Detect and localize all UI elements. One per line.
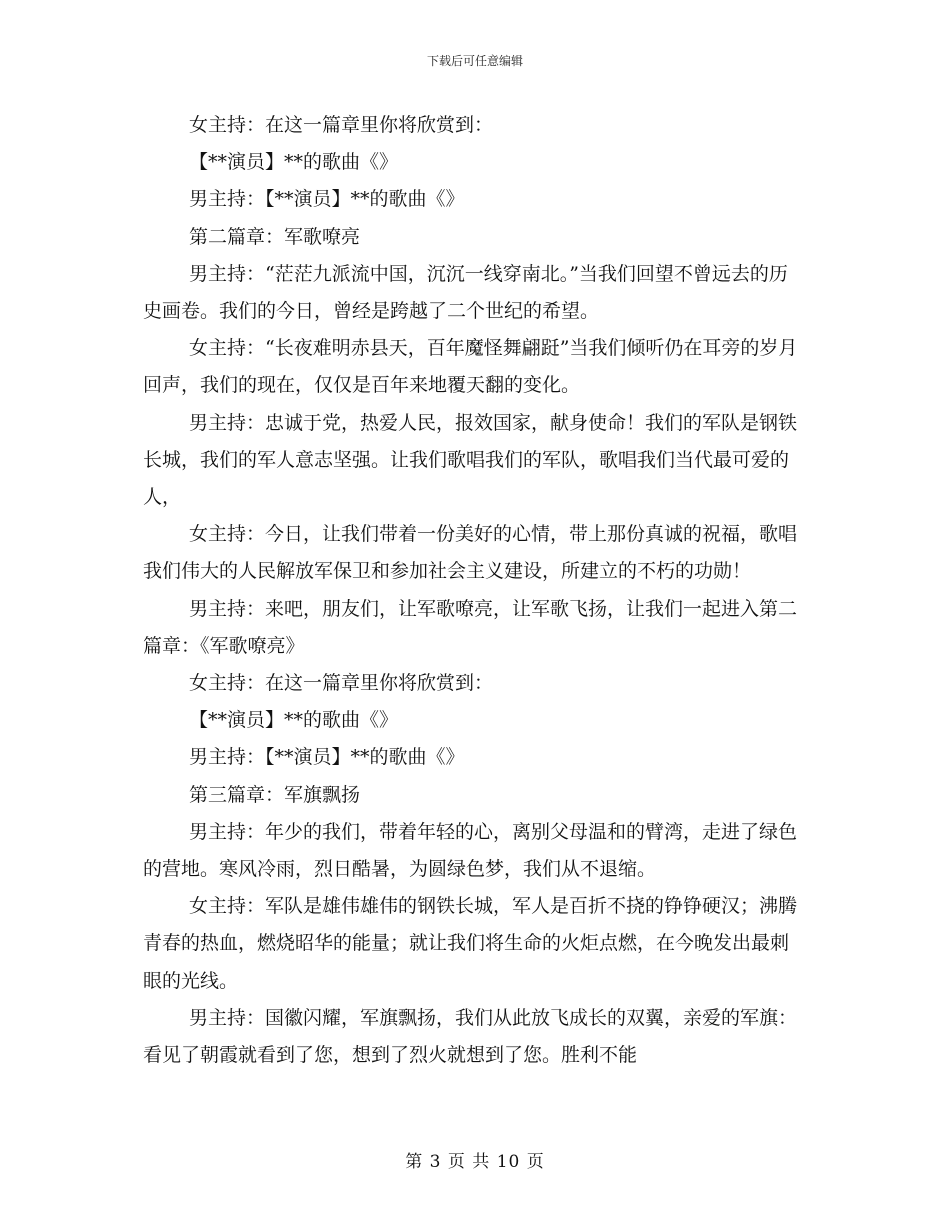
paragraph: 第三篇章：军旗飘扬 [189,783,361,806]
paragraph: 男主持：“茫茫九派流中国，沉沉一线穿南北。”当我们回望不曾远去的历史画卷。我们的今日，曾经是跨越了二个世纪的希望。 [143,262,788,323]
page-header-note: 下载后可任意编辑 [426,54,523,68]
paragraph: 男主持：国徽闪耀，军旗飘扬，我们从此放飞成长的双翼，亲爱的军旗：看见了朝霞就看到了您，想到了烈火就想到了您。胜利不能 [143,1006,798,1067]
paragraph: 女主持：“长夜难明赤县天，百年魔怪舞翩跹”当我们倾听仍在耳旁的岁月回声，我们的现在，仅仅是百年来地覆天翻的变化。 [143,337,798,397]
paragraph: 男主持：来吧，朋友们，让军歌嘹亮，让军歌飞扬，让我们一起进入第二篇章：《军歌嘹亮》 [143,597,798,657]
page-number-footer: 第 3 页 共 10 页 [405,1152,545,1172]
document-body [143,107,803,1074]
paragraph: 女主持：军队是雄伟雄伟的钢铁长城，军人是百折不挠的铮铮硬汉；沸腾青春的热血，燃烧昭华的能量；就让我们将生命的火炬点燃，在今晚发出最刺眼的光线。 [143,895,798,992]
paragraph: 男主持：【**演员】**的歌曲《》 [189,188,465,211]
paragraph: 女主持：今日，让我们带着一份美好的心情，带上那份真诚的祝福，歌唱我们伟大的人民解放军保卫和参加社会主义建设，所建立的不朽的功勋！ [143,523,798,583]
paragraph: 男主持：忠诚于党，热爱人民，报效国家，献身使命！我们的军队是钢铁长城，我们的军人意志坚强。让我们歌唱我们的军队，歌唱我们当代最可爱的人， [143,411,798,509]
paragraph: 【**演员】**的歌曲《》 [189,151,399,174]
paragraph: 男主持：【**演员】**的歌曲《》 [189,746,465,769]
paragraph: 第二篇章：军歌嘹亮 [189,225,361,248]
paragraph: 女主持：在这一篇章里你将欣赏到： [189,114,494,136]
paragraph: 男主持：年少的我们，带着年轻的心，离别父母温和的臂湾，走进了绿色的营地。寒风冷雨，烈日酷暑，为圆绿色梦，我们从不退缩。 [143,820,798,881]
paragraph: 女主持：在这一篇章里你将欣赏到： [189,672,494,695]
paragraph: 【**演员】**的歌曲《》 [189,709,399,732]
